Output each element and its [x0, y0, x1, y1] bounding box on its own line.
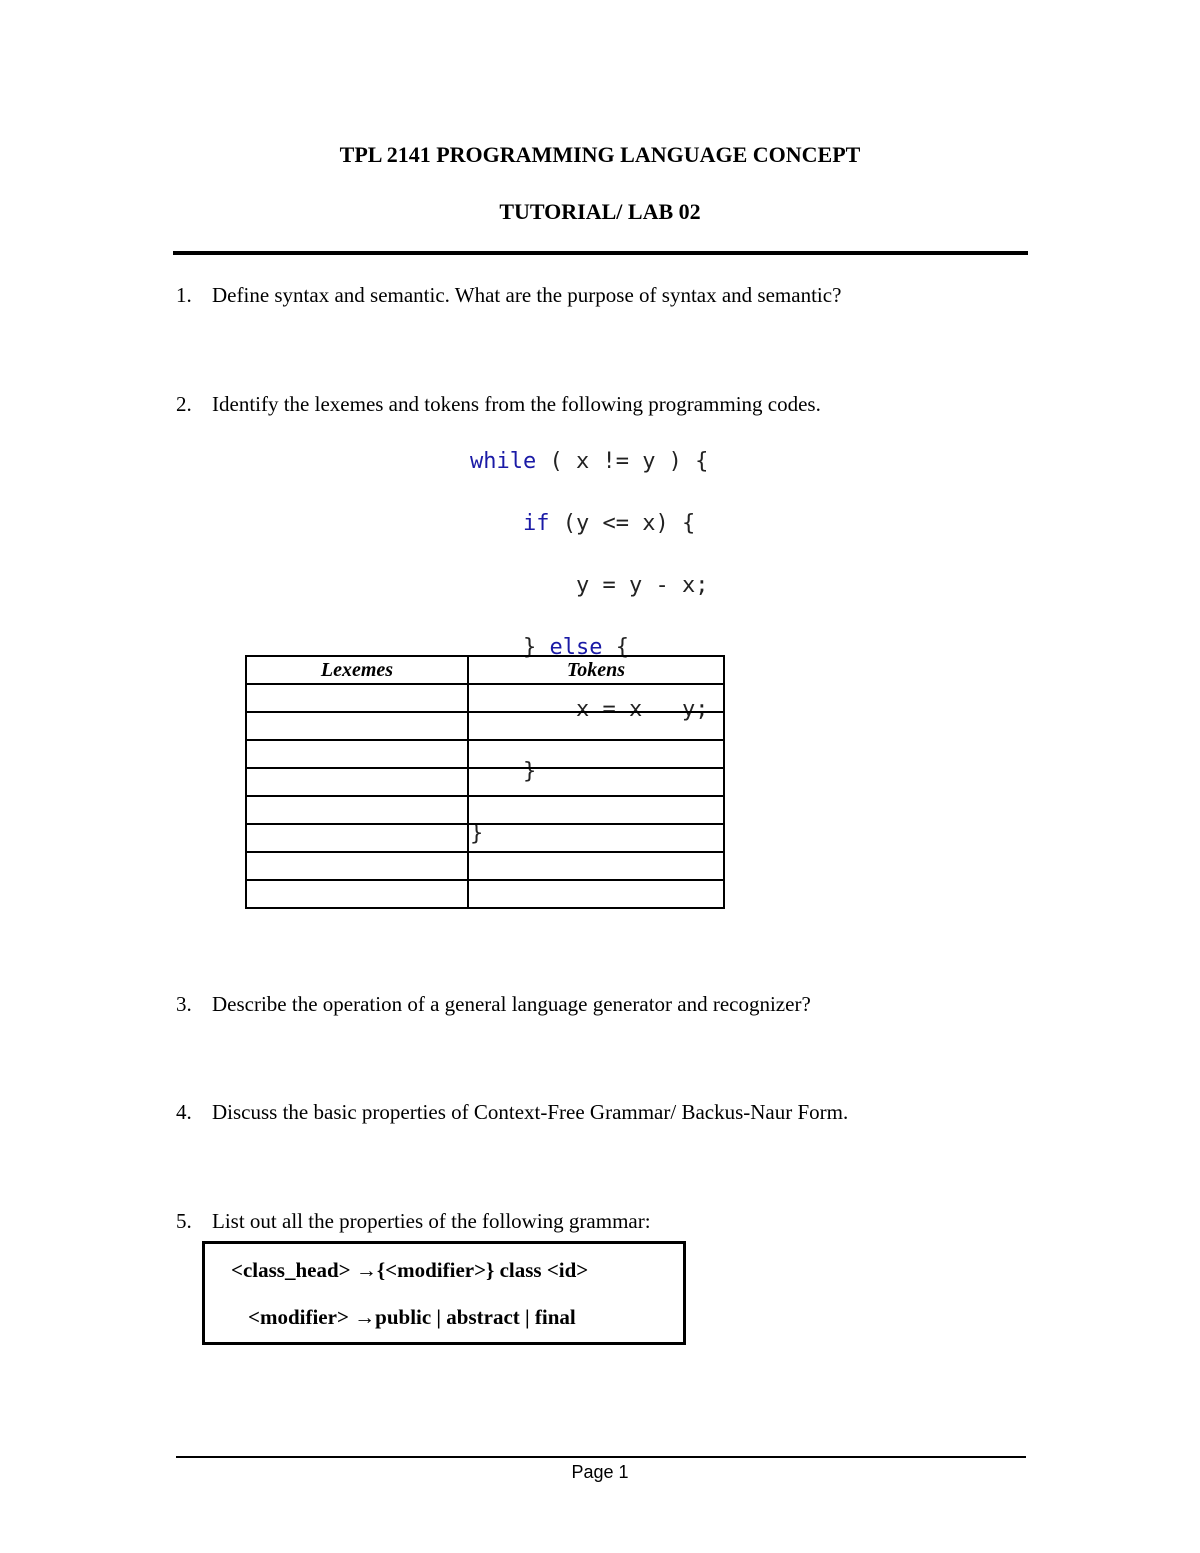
question-text: Identify the lexemes and tokens from the following programming codes.	[212, 392, 821, 416]
token-cell	[468, 796, 724, 824]
question-text: Define syntax and semantic. What are the purpose of syntax and semantic?	[212, 283, 842, 307]
code-text: }	[470, 821, 484, 846]
table-row	[246, 768, 724, 796]
document-title: TPL 2141 PROGRAMMING LANGUAGE CONCEPT	[339, 142, 861, 167]
lexeme-cell	[246, 880, 468, 908]
grammar-box	[202, 1241, 686, 1345]
question-number: 1.	[176, 283, 192, 307]
column-header-tokens: Tokens	[468, 656, 724, 684]
code-keyword: while	[470, 449, 537, 474]
table-row	[246, 796, 724, 824]
question-text: Discuss the basic properties of Context-Free Grammar/ Backus-Naur Form.	[212, 1100, 849, 1124]
lexeme-cell	[246, 712, 468, 740]
code-text: y = y - x;	[576, 573, 709, 598]
grammar-rule-modifier: <modifier> →public | abstract | final	[248, 1305, 576, 1329]
question-5	[176, 1209, 651, 1234]
code-text: ( x != y ) {	[536, 449, 709, 474]
lexeme-cell	[246, 796, 468, 824]
lexeme-cell	[246, 740, 468, 768]
token-cell	[468, 684, 724, 712]
token-cell	[468, 880, 724, 908]
table-row	[246, 684, 724, 712]
code-text: (y <= x) {	[549, 511, 696, 536]
header-divider	[173, 251, 1028, 255]
token-cell	[468, 852, 724, 880]
table-row	[246, 824, 724, 852]
question-1	[176, 283, 841, 308]
question-number: 2.	[176, 392, 192, 416]
code-line	[470, 446, 708, 477]
token-cell	[468, 740, 724, 768]
lexeme-cell	[246, 852, 468, 880]
token-cell	[468, 768, 724, 796]
column-header-lexemes: Lexemes	[246, 656, 468, 684]
table-row	[246, 740, 724, 768]
question-4	[176, 1100, 848, 1125]
code-line	[470, 508, 708, 539]
code-text: }	[523, 759, 537, 784]
lexeme-cell	[246, 768, 468, 796]
question-number: 3.	[176, 992, 192, 1016]
page-number: Page 1	[571, 1462, 629, 1482]
footer-divider	[176, 1456, 1026, 1458]
lexemes-tokens-table	[245, 655, 725, 909]
lexeme-cell	[246, 824, 468, 852]
question-text: List out all the properties of the following grammar:	[212, 1209, 651, 1233]
code-text: {	[602, 635, 629, 660]
question-2	[176, 392, 821, 417]
question-number: 4.	[176, 1100, 192, 1124]
token-cell	[468, 824, 724, 852]
question-3	[176, 992, 811, 1017]
table-row	[246, 712, 724, 740]
lexeme-cell	[246, 684, 468, 712]
code-keyword: if	[523, 511, 550, 536]
document-subtitle: TUTORIAL/ LAB 02	[499, 199, 701, 224]
question-number: 5.	[176, 1209, 192, 1233]
code-keyword: else	[549, 635, 603, 660]
code-text: }	[523, 635, 550, 660]
token-cell	[468, 712, 724, 740]
table-row	[246, 852, 724, 880]
code-text: x = x y;	[576, 697, 709, 722]
grammar-rule-class-head: <class_head> →{<modifier>} class <id>	[231, 1258, 589, 1282]
code-line	[470, 570, 708, 601]
table-header-row	[246, 656, 724, 684]
question-text: Describe the operation of a general language generator and recognizer?	[212, 992, 811, 1016]
table-row	[246, 880, 724, 908]
